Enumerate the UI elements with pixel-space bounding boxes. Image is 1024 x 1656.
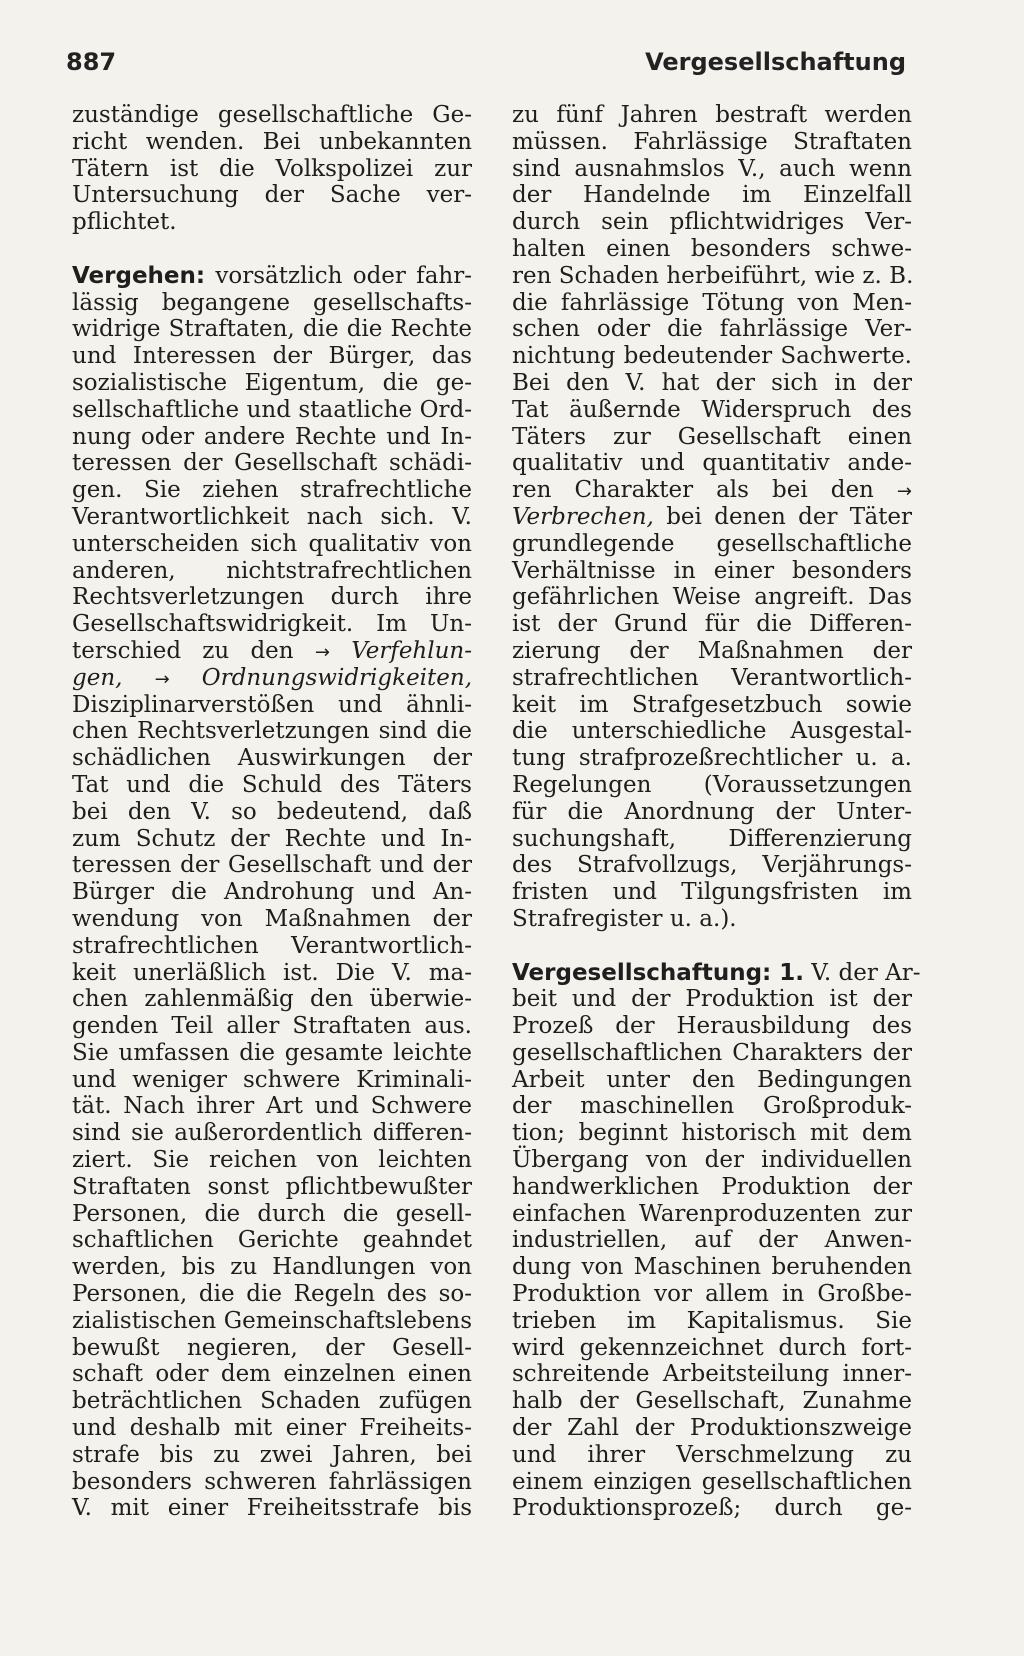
text-line: sind sie außerordentlich differen- (72, 1120, 472, 1147)
text-line: gesellschaftlichen Charakters der (512, 1039, 912, 1066)
text-line: wendung von Maßnahmen der (72, 905, 472, 932)
text-line: Täters zur Gesellschaft einen (512, 423, 912, 450)
text-line: grundlegende gesellschaftliche (512, 530, 912, 557)
page-number: 887 (66, 48, 117, 76)
text-line: schaft oder dem einzelnen einen (72, 1361, 472, 1388)
text-line: sellschaftliche und staatliche Ord- (72, 396, 472, 423)
text-line: die fahrlässige Tötung von Men- (512, 289, 912, 316)
text-line: industriellen, auf der Anwen- (512, 1227, 912, 1254)
text-fragment: ren Charakter als bei den (512, 477, 874, 504)
text-line: nung oder andere Rechte und In- (72, 423, 472, 450)
cross-reference[interactable]: Verfehlun- (351, 637, 472, 664)
text-line: trieben im Kapitalismus. Sie (512, 1307, 912, 1334)
entry-first-line (72, 263, 472, 290)
paragraph-gap (512, 933, 912, 960)
text-line: zialistischen Gemeinschaftslebens (72, 1307, 472, 1334)
text-line: und Interessen der Bürger, das (72, 343, 472, 370)
text-line: Produktionsprozeß; durch ge- (512, 1495, 912, 1522)
text-line: schädlichen Auswirkungen der (72, 745, 472, 772)
text-line: fristen und Tilgungsfristen im (512, 879, 912, 906)
text-line: Disziplinarverstößen und ähnli- (72, 691, 472, 718)
text-line: Prozeß der Herausbildung des (512, 1013, 912, 1040)
text-line: qualitativ und quantitativ ande- (512, 450, 912, 477)
text-line: Rechtsverletzungen durch ihre (72, 584, 472, 611)
text-line: gefährlichen Weise angreift. Das (512, 584, 912, 611)
text-line: ren Schaden herbeiführt, wie z. B. (512, 262, 914, 289)
text-line: Tat äußernde Widerspruch des (512, 396, 912, 423)
text-line: durch sein pflichtwidriges Ver- (512, 209, 912, 236)
text-line: Personen, die durch die gesell- (72, 1200, 472, 1227)
entry-body-a (72, 290, 472, 638)
running-head: Vergesellschaftung (645, 48, 906, 76)
paragraph-gap (72, 236, 472, 263)
entry-first-line (512, 959, 921, 987)
text-line: Strafregister u. a.). (512, 905, 737, 932)
text-line: teressen der Gesellschaft und der (72, 852, 472, 879)
text-line: V. mit einer Freiheitsstrafe bis (72, 1495, 472, 1522)
reference-line (72, 665, 472, 692)
text-line: tung strafprozeßrechtlicher u. a. (512, 745, 912, 772)
text-line: teressen der Gesellschaft schädi- (72, 450, 472, 477)
left-column (72, 102, 472, 1522)
text-line: und ihrer Verschmelzung zu (512, 1441, 912, 1468)
text-line: ist der Grund für die Differen- (512, 611, 912, 638)
text-line: zuständige gesellschaftliche Ge- (72, 102, 472, 128)
text-line: Übergang von der individuellen (512, 1147, 912, 1174)
reference-line (512, 477, 912, 504)
text-line: Produktion vor allem in Großbe- (512, 1281, 912, 1308)
text-line: Bei den V. hat der sich in der (512, 369, 912, 396)
text-line: Untersuchung der Sache ver- (72, 182, 472, 209)
cross-reference[interactable]: Ordnungswidrigkeiten, (201, 664, 473, 691)
text-line: halten einen besonders schwe- (512, 235, 912, 262)
text-line: zum Schutz der Rechte und In- (72, 825, 472, 852)
text-line: Straftaten sonst pflichtbewußter (72, 1173, 472, 1200)
reference-line (72, 638, 472, 665)
text-line: und weniger schwere Kriminali- (72, 1066, 472, 1093)
right-column (512, 102, 921, 1522)
text-line: der maschinellen Großproduk- (512, 1093, 912, 1120)
entry-vergesellschaftung (512, 959, 921, 1523)
text-line: Personen, die die Regeln des so- (72, 1281, 472, 1308)
entry-body (512, 986, 912, 1522)
text-line: schreitende Arbeitsteilung inner- (512, 1361, 912, 1388)
text-line: tät. Nach ihrer Art und Schwere (72, 1093, 472, 1120)
text-line: ziert. Sie reichen von leichten (72, 1147, 472, 1174)
entry-vergehen (72, 263, 472, 1522)
text-line: Tätern ist die Volkspolizei zur (72, 155, 472, 182)
text-line: handwerklichen Produktion der (512, 1173, 912, 1200)
text-line: Regelungen (Voraussetzungen (512, 771, 912, 798)
continuation-body-a (512, 102, 912, 477)
text-line: strafe bis zu zwei Jahren, bei (72, 1441, 472, 1468)
entry-term: Vergehen: (72, 262, 206, 289)
text-line: unterscheiden sich qualitativ von (72, 530, 472, 557)
text-line: für die Anordnung der Unter- (512, 798, 912, 825)
text-line: Bürger die Androhung und An- (72, 879, 472, 906)
text-line: strafrechtlichen Verantwortlich- (512, 664, 912, 691)
text-line: bei den V. so bedeutend, daß (72, 798, 472, 825)
cross-reference[interactable]: gen, (72, 664, 123, 691)
text-line: des Strafvollzugs, Verjährungs- (512, 852, 912, 879)
continuation-text (72, 102, 472, 236)
text-line: beit und der Produktion ist der (512, 986, 912, 1013)
reference-line (512, 504, 912, 531)
text-line: wird gekennzeichnet durch fort- (512, 1334, 912, 1361)
text-line: tion; beginnt historisch mit dem (512, 1120, 912, 1147)
text-line: müssen. Fahrlässige Straftaten (512, 128, 912, 155)
text-line: pflichtet. (72, 209, 177, 236)
text-line: halb der Gesellschaft, Zunahme (512, 1388, 912, 1415)
text-line: einfachen Warenproduzenten zur (512, 1200, 912, 1227)
entry-text: vorsätzlich oder fahr- (215, 262, 472, 289)
text-line: bewußt negieren, der Gesell- (72, 1334, 472, 1361)
text-line: keit unerläßlich ist. Die V. ma- (72, 959, 472, 986)
text-line: zierung der Maßnahmen der (512, 637, 912, 664)
text-line: Tat und die Schuld des Täters (72, 771, 472, 798)
text-line: zu fünf Jahren bestraft werden (512, 102, 912, 128)
arrow-icon: → (896, 481, 912, 503)
text-line: werden, bis zu Handlungen von (72, 1254, 472, 1281)
text-line: genden Teil aller Straftaten aus. (72, 1013, 472, 1040)
text-line: schen oder die fahrlässige Ver- (512, 316, 912, 343)
text-line: Verhältnisse in einer besonders (512, 557, 912, 584)
text-line: die unterschiedliche Ausgestal- (512, 718, 912, 745)
text-line: suchungshaft, Differenzierung (512, 825, 912, 852)
text-line: der Zahl der Produktionszweige (512, 1415, 912, 1442)
text-line: nichtung bedeutender Sachwerte. (512, 343, 912, 370)
text-line: und deshalb mit einer Freiheits- (72, 1415, 472, 1442)
text-line: einem einzigen gesellschaftlichen (512, 1468, 912, 1495)
text-line: dung von Maschinen beruhenden (512, 1254, 912, 1281)
text-line: anderen, nichtstrafrechtlichen (72, 557, 472, 584)
text-line: chen Rechtsverletzungen sind die (72, 718, 472, 745)
text-line: gen. Sie ziehen strafrechtliche (72, 477, 472, 504)
cross-reference[interactable]: Verbrechen, (512, 503, 654, 530)
text-line: strafrechtlichen Verantwortlich- (72, 932, 472, 959)
page-header (66, 48, 906, 82)
text-fragment: terschied zu den (72, 637, 294, 664)
text-line: lässig begangene gesellschafts- (72, 289, 472, 316)
entry-text: V. der Ar- (811, 959, 921, 986)
text-line: sind ausnahmslos V., auch wenn (512, 155, 912, 182)
arrow-icon: → (154, 668, 170, 690)
entry-term: Vergesellschaftung: 1. (512, 959, 804, 986)
text-line: chen zahlenmäßig den überwie- (72, 986, 472, 1013)
text-line: Sie umfassen die gesamte leichte (72, 1039, 472, 1066)
text-line: sozialistische Eigentum, die ge- (72, 369, 472, 396)
text-line: beträchtlichen Schaden zufügen (72, 1388, 472, 1415)
continuation-body-b (512, 531, 912, 933)
text-line: Arbeit unter den Bedingungen (512, 1066, 912, 1093)
arrow-icon: → (314, 641, 330, 663)
text-line: Gesellschaftswidrigkeit. Im Un- (72, 611, 472, 638)
text-line: richt wenden. Bei unbekannten (72, 128, 472, 155)
text-line: besonders schweren fahrlässigen (72, 1468, 472, 1495)
text-fragment: bei denen der Täter (666, 503, 913, 530)
text-line: schaftlichen Gerichte geahndet (72, 1227, 472, 1254)
text-line: Verantwortlichkeit nach sich. V. (72, 503, 472, 530)
text-line: keit im Strafgesetzbuch sowie (512, 691, 912, 718)
entry-body-b (72, 692, 472, 1523)
text-line: widrige Straftaten, die die Rechte (72, 316, 472, 343)
text-line: der Handelnde im Einzelfall (512, 182, 912, 209)
